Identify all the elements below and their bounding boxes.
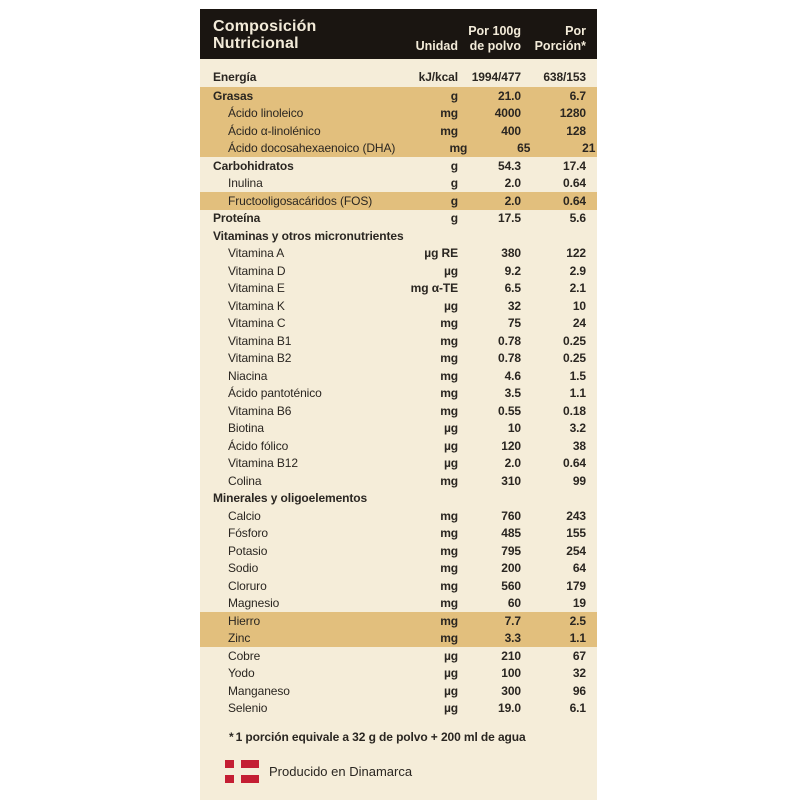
row-portion: 179 <box>566 578 586 593</box>
table-header <box>200 9 597 59</box>
table-row <box>200 402 597 420</box>
row-per100: 2.0 <box>504 456 521 471</box>
row-per100: 10 <box>507 421 521 436</box>
table-title-line2: Nutricional <box>213 35 299 52</box>
row-portion: 155 <box>566 526 586 541</box>
row-portion: 24 <box>572 316 586 331</box>
row-label: Vitamina K <box>228 298 285 313</box>
table-row <box>200 175 597 193</box>
row-label: Fructooligosacáridos (FOS) <box>228 193 373 208</box>
table-row <box>200 612 597 630</box>
table-row <box>200 525 597 543</box>
row-label: Ácido docosahexaenoico (DHA) <box>228 141 396 156</box>
row-unit: mg <box>440 316 458 331</box>
row-label: Yodo <box>228 666 255 681</box>
row-label: Energía <box>213 70 257 84</box>
row-per100: 760 <box>501 508 521 523</box>
table-row <box>200 122 597 140</box>
row-label: Vitamina B6 <box>228 403 292 418</box>
row-per100: 560 <box>501 578 521 593</box>
footnote <box>200 730 597 744</box>
row-label: Niacina <box>228 368 268 383</box>
row-portion: 1.5 <box>569 368 586 383</box>
row-label: Magnesio <box>228 596 280 611</box>
row-per100: 4000 <box>494 106 521 121</box>
row-label: Vitamina B2 <box>228 351 292 366</box>
row-portion: 243 <box>566 508 586 523</box>
row-unit: g <box>450 211 458 226</box>
row-portion: 64 <box>572 561 586 576</box>
table-row <box>200 665 597 683</box>
column-header-unit: Unidad <box>415 38 458 53</box>
row-per100: 32 <box>507 298 521 313</box>
row-portion: 0.25 <box>563 333 586 348</box>
row-portion: 0.25 <box>563 351 586 366</box>
row-unit: µg <box>443 701 458 716</box>
column-header-per100-line2: de polvo <box>469 38 521 53</box>
row-per100: 795 <box>501 543 521 558</box>
row-unit: g <box>450 193 458 208</box>
row-per100: 6.5 <box>504 281 521 296</box>
row-label: Cloruro <box>228 578 267 593</box>
row-portion: 2.1 <box>569 281 586 296</box>
table-row <box>200 542 597 560</box>
table-row <box>200 507 597 525</box>
row-label: Minerales y oligoelementos <box>213 491 368 506</box>
row-unit: mg <box>440 543 458 558</box>
table-row <box>200 682 597 700</box>
row-label: Vitaminas y otros micronutrientes <box>213 228 404 243</box>
row-unit: g <box>450 158 458 173</box>
row-unit: µg <box>443 421 458 436</box>
row-unit: µg RE <box>424 246 458 261</box>
row-label: Zinc <box>228 631 251 646</box>
row-unit: mg <box>440 526 458 541</box>
row-per100: 75 <box>507 316 521 331</box>
table-row <box>200 140 597 158</box>
row-portion: 1280 <box>559 106 586 121</box>
row-per100: 4.6 <box>504 368 521 383</box>
table-title <box>213 9 386 52</box>
row-unit: g <box>450 176 458 191</box>
table-row <box>200 472 597 490</box>
table-row <box>200 647 597 665</box>
row-label: Selenio <box>228 701 268 716</box>
row-label: Potasio <box>228 543 268 558</box>
column-header-per100 <box>458 24 521 59</box>
row-label: Ácido pantoténico <box>228 386 322 401</box>
table-row <box>200 245 597 263</box>
row-portion: 1.1 <box>569 386 586 401</box>
table-row <box>200 560 597 578</box>
row-per100: 65 <box>517 141 531 156</box>
row-unit: mg <box>440 508 458 523</box>
table-row <box>200 437 597 455</box>
column-header-portion-line2: Porción* <box>534 38 586 53</box>
row-per100: 310 <box>501 473 521 488</box>
row-label: Manganeso <box>228 683 290 698</box>
row-unit: mg <box>440 386 458 401</box>
row-per100: 7.7 <box>504 613 521 628</box>
row-per100: 0.78 <box>498 333 521 348</box>
row-label: Sodio <box>228 561 259 576</box>
row-label: Grasas <box>213 88 254 103</box>
row-portion: 3.2 <box>569 421 586 436</box>
table-row <box>200 157 597 175</box>
row-portion: 17.4 <box>563 158 586 173</box>
row-per100: 485 <box>501 526 521 541</box>
row-label: Cobre <box>228 648 261 663</box>
row-portion: 6.1 <box>569 701 586 716</box>
row-per100: 54.3 <box>498 158 521 173</box>
row-per100: 19.0 <box>498 701 521 716</box>
row-unit: µg <box>443 456 458 471</box>
table-row <box>200 297 597 315</box>
table-row <box>200 262 597 280</box>
flag-cross-horizontal <box>225 768 259 775</box>
row-per100: 300 <box>501 683 521 698</box>
row-per100: 0.55 <box>498 403 521 418</box>
table-row <box>200 367 597 385</box>
row-per100: 210 <box>501 648 521 663</box>
row-unit: kJ/kcal <box>418 70 458 84</box>
row-label: Vitamina D <box>228 263 286 278</box>
table-row <box>200 630 597 648</box>
table-row <box>200 315 597 333</box>
row-unit: mg <box>440 123 458 138</box>
row-per100: 2.0 <box>504 176 521 191</box>
row-per100: 17.5 <box>498 211 521 226</box>
row-unit: mg <box>440 613 458 628</box>
row-label: Vitamina B12 <box>228 456 298 471</box>
table-row <box>200 59 597 87</box>
row-label: Ácido α-linolénico <box>228 123 321 138</box>
row-portion: 5.6 <box>569 211 586 226</box>
row-unit: mg <box>440 561 458 576</box>
table-row <box>200 700 597 718</box>
row-unit: mg <box>440 578 458 593</box>
row-per100: 3.3 <box>504 631 521 646</box>
row-per100: 60 <box>507 596 521 611</box>
row-per100: 1994/477 <box>471 70 521 84</box>
column-header-per100-line1: Por 100g <box>468 24 521 38</box>
row-unit: g <box>450 88 458 103</box>
row-unit: µg <box>443 648 458 663</box>
row-unit: mg <box>449 141 468 156</box>
row-label: Proteína <box>213 211 261 226</box>
footnote-asterisk: * <box>229 730 234 744</box>
row-per100: 400 <box>501 123 521 138</box>
row-portion: 0.64 <box>563 176 586 191</box>
table-row <box>200 210 597 228</box>
row-unit: µg <box>443 438 458 453</box>
table-row <box>200 350 597 368</box>
table-row <box>200 420 597 438</box>
nutrition-label <box>200 9 597 800</box>
row-label: Ácido linoleico <box>228 106 304 121</box>
row-portion: 67 <box>572 648 586 663</box>
row-portion: 0.64 <box>563 193 586 208</box>
row-label: Colina <box>228 473 262 488</box>
row-per100: 380 <box>501 246 521 261</box>
row-unit: mg <box>440 473 458 488</box>
table-row <box>200 455 597 473</box>
table-row <box>200 192 597 210</box>
footnote-text: 1 porción equivale a 32 g de polvo + 200 ml de agua <box>235 730 526 744</box>
table-body <box>200 59 597 717</box>
row-label: Ácido fólico <box>228 438 289 453</box>
table-row <box>200 385 597 403</box>
row-portion: 638/153 <box>543 70 586 84</box>
row-label: Vitamina C <box>228 316 286 331</box>
row-portion: 2.5 <box>569 613 586 628</box>
row-label: Vitamina A <box>228 246 285 261</box>
row-per100: 0.78 <box>498 351 521 366</box>
origin-text: Producido en Dinamarca <box>269 764 413 779</box>
row-portion: 0.64 <box>563 456 586 471</box>
row-per100: 100 <box>501 666 521 681</box>
row-label: Vitamina B1 <box>228 333 292 348</box>
row-label: Fósforo <box>228 526 268 541</box>
table-row <box>200 280 597 298</box>
row-portion: 128 <box>566 123 586 138</box>
table-row <box>200 227 597 245</box>
row-portion: 38 <box>572 438 586 453</box>
row-label: Carbohidratos <box>213 158 294 173</box>
column-header-portion-line1: Por <box>565 24 586 38</box>
row-portion: 96 <box>572 683 586 698</box>
row-label: Vitamina E <box>228 281 285 296</box>
table-row <box>200 87 597 105</box>
row-per100: 120 <box>501 438 521 453</box>
row-portion: 10 <box>572 298 586 313</box>
row-portion: 6.7 <box>569 88 586 103</box>
row-unit: mg <box>440 368 458 383</box>
row-label: Inulina <box>228 176 263 191</box>
row-portion: 21 <box>582 141 596 156</box>
row-unit: mg α-TE <box>410 281 458 296</box>
denmark-flag-icon <box>225 760 259 783</box>
row-unit: mg <box>440 631 458 646</box>
row-portion: 254 <box>566 543 586 558</box>
row-portion: 1.1 <box>569 631 586 646</box>
row-unit: µg <box>443 666 458 681</box>
table-row <box>200 595 597 613</box>
table-row <box>200 105 597 123</box>
row-unit: µg <box>443 683 458 698</box>
origin-row <box>200 760 597 783</box>
row-unit: µg <box>443 298 458 313</box>
row-portion: 0.18 <box>563 403 586 418</box>
row-unit: mg <box>440 351 458 366</box>
row-label: Calcio <box>228 508 261 523</box>
row-label: Hierro <box>228 613 261 628</box>
table-row <box>200 577 597 595</box>
row-portion: 19 <box>572 596 586 611</box>
row-unit: µg <box>443 263 458 278</box>
row-per100: 21.0 <box>498 88 521 103</box>
row-per100: 2.0 <box>504 193 521 208</box>
row-portion: 122 <box>566 246 586 261</box>
row-label: Biotina <box>228 421 264 436</box>
table-row <box>200 332 597 350</box>
table-title-line1: Composición <box>213 18 317 35</box>
column-header-portion <box>521 24 586 59</box>
table-row <box>200 490 597 508</box>
row-portion: 99 <box>572 473 586 488</box>
row-unit: mg <box>440 596 458 611</box>
row-unit: mg <box>440 333 458 348</box>
row-unit: mg <box>440 106 458 121</box>
row-per100: 200 <box>501 561 521 576</box>
row-unit: mg <box>440 403 458 418</box>
row-per100: 9.2 <box>504 263 521 278</box>
row-portion: 2.9 <box>569 263 586 278</box>
row-per100: 3.5 <box>504 386 521 401</box>
row-portion: 32 <box>572 666 586 681</box>
